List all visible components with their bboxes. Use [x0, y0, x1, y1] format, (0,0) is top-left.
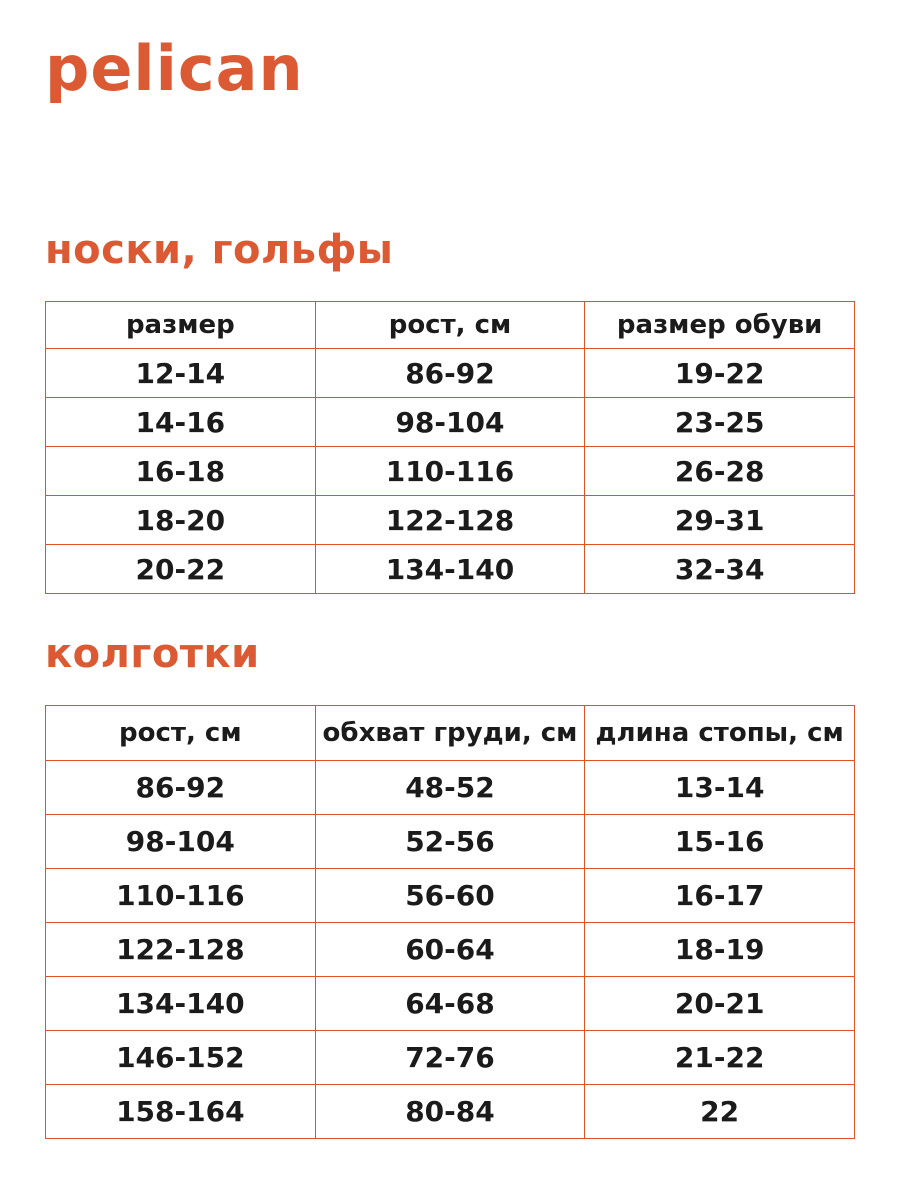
table-row [46, 398, 855, 447]
table-row [46, 869, 855, 923]
column-header-size: размер [46, 302, 316, 349]
table-row [46, 1031, 855, 1085]
socks-size-table [45, 301, 855, 594]
table-cell: 80-84 [315, 1085, 585, 1139]
table-cell: 86-92 [315, 349, 585, 398]
table-cell: 29-31 [585, 496, 855, 545]
table-cell: 19-22 [585, 349, 855, 398]
column-header-chest: обхват груди, см [315, 706, 585, 761]
table-row [46, 447, 855, 496]
table-row [46, 923, 855, 977]
table-cell: 12-14 [46, 349, 316, 398]
table-cell: 22 [585, 1085, 855, 1139]
table-header-row [46, 706, 855, 761]
table-row [46, 349, 855, 398]
table-cell: 64-68 [315, 977, 585, 1031]
table-header-row [46, 302, 855, 349]
section-tights [45, 632, 855, 1139]
table-cell: 110-116 [315, 447, 585, 496]
table-cell: 122-128 [315, 496, 585, 545]
table-cell: 134-140 [315, 545, 585, 594]
table-cell: 16-17 [585, 869, 855, 923]
table-cell: 20-21 [585, 977, 855, 1031]
table-cell: 18-20 [46, 496, 316, 545]
table-cell: 32-34 [585, 545, 855, 594]
table-cell: 23-25 [585, 398, 855, 447]
table-cell: 48-52 [315, 761, 585, 815]
table-row [46, 1085, 855, 1139]
column-header-foot-length: длина стопы, см [585, 706, 855, 761]
table-row [46, 977, 855, 1031]
column-header-height: рост, см [315, 302, 585, 349]
table-cell: 13-14 [585, 761, 855, 815]
table-cell: 86-92 [46, 761, 316, 815]
table-cell: 26-28 [585, 447, 855, 496]
table-cell: 15-16 [585, 815, 855, 869]
table-row [46, 545, 855, 594]
section-socks [45, 228, 855, 594]
table-cell: 18-19 [585, 923, 855, 977]
table-cell: 134-140 [46, 977, 316, 1031]
table-cell: 122-128 [46, 923, 316, 977]
table-cell: 20-22 [46, 545, 316, 594]
table-cell: 14-16 [46, 398, 316, 447]
table-cell: 56-60 [315, 869, 585, 923]
tights-size-table [45, 705, 855, 1139]
column-header-height: рост, см [46, 706, 316, 761]
column-header-shoe-size: размер обуви [585, 302, 855, 349]
table-cell: 72-76 [315, 1031, 585, 1085]
table-row [46, 761, 855, 815]
table-cell: 98-104 [46, 815, 316, 869]
table-cell: 60-64 [315, 923, 585, 977]
brand-logo: pelican [45, 32, 304, 105]
section-heading-tights: колготки [45, 631, 260, 677]
table-cell: 52-56 [315, 815, 585, 869]
table-cell: 146-152 [46, 1031, 316, 1085]
table-cell: 110-116 [46, 869, 316, 923]
section-heading-socks: носки, гольфы [45, 227, 394, 273]
table-cell: 98-104 [315, 398, 585, 447]
table-cell: 21-22 [585, 1031, 855, 1085]
table-row [46, 815, 855, 869]
table-row [46, 496, 855, 545]
table-cell: 158-164 [46, 1085, 316, 1139]
table-cell: 16-18 [46, 447, 316, 496]
